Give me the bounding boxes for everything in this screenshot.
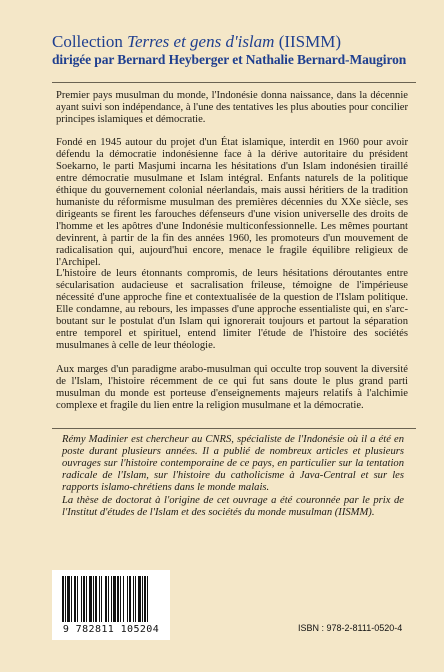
barcode-bars — [60, 576, 162, 622]
series-editors: dirigée par Bernard Heyberger et Nathalie Bernard-Maugiron — [52, 52, 407, 67]
author-bio: Rémy Madinier est chercheur au CNRS, spécialiste de l'Indonésie où il a été en poste durant plusieurs années. Il a publié de nombreux articles et plusieurs ouvrages sur l'histoire contemporaine de ce pays, en particulier sur la tentation radicale de l'Islam, sur l'histoire du catholicisme à Java-Central et sur les rapports islamo-chrétiens dans le monde malais. — [62, 434, 404, 494]
series-title: Terres et gens d'islam — [127, 32, 275, 51]
blurb-paragraph-3: L'histoire de leurs étonnants compromis, de leurs hésitations déroutantes entre sécularisation audacieuse et sacralisation frileuse, témoigne de l'impérieuse nécessité d'une approche fine et contextualisée de la question de l'Islam politique. Elle condamne, au rebours, les impasses d'une approche essentialiste qui, en s'arc-boutant sur le postulat d'un Islam qui ignorerait toujours et partout la séparation entre temporel et spirituel, entend limiter l'étude de l'histoire des sociétés musulmanes à celle de leur théologie. — [56, 268, 408, 352]
barcode-digits: 9 782811 105204 — [62, 624, 160, 635]
prize-note: La thèse de doctorat à l'origine de cet ouvrage a été couronnée par le prix de l'Institut d'études de l'Islam et des sociétés du monde musulman (IISMM). — [62, 495, 404, 519]
bio-divider — [52, 428, 416, 429]
collection-header — [52, 32, 432, 68]
collection-title — [52, 32, 432, 52]
barcode — [52, 570, 170, 640]
blurb-paragraph-2: Fondé en 1945 autour du projet d'un État islamique, interdit en 1960 pour avoir défendu la démocratie indonésienne face à la dérive autoritaire du président Soekarno, le parti Masjumi incarna les hésitations d'un Islam indonésien tiraillé entre démocratie musulmane et Islam intégral. Enfants naturels de la politique éthique du gouvernement colonial néerlandais, mais aussi héritiers de la tradition humaniste du réformisme musulman des premières décennies du XXe siècle, ses dirigeants se firent les farouches défenseurs d'une vision universelle des droits de l'homme et les apôtres d'une Indonésie multiconfessionnelle. Les mêmes pourtant devinrent, à partir de la fin des années 1960, les promoteurs d'un mouvement de radicalisation qui, aujourd'hui encore, menace le fragile équilibre religieux de l'Archipel. — [56, 137, 408, 269]
blurb-paragraph-1: Premier pays musulman du monde, l'Indonésie donna naissance, dans la décennie ayant suivi son indépendance, à l'une des tentatives les plus abouties pour concilier principes islamiques et démocratie. — [56, 90, 408, 126]
isbn-label: ISBN : 978-2-8111-0520-4 — [298, 623, 403, 633]
blurb-paragraph-4: Aux marges d'un paradigme arabo-musulman qui occulte trop souvent la diversité de l'Islam, l'histoire récemment de ce qui fut sans doute le plus grand parti musulman du monde est porteuse d'enseignements majeurs relatifs à l'alchimie complexe et fragile du lien entre la religion musulmane et la démocratie. — [56, 364, 408, 412]
series-publisher: (IISMM) — [278, 32, 342, 51]
collection-label: Collection — [52, 32, 123, 51]
header-divider — [52, 82, 416, 83]
